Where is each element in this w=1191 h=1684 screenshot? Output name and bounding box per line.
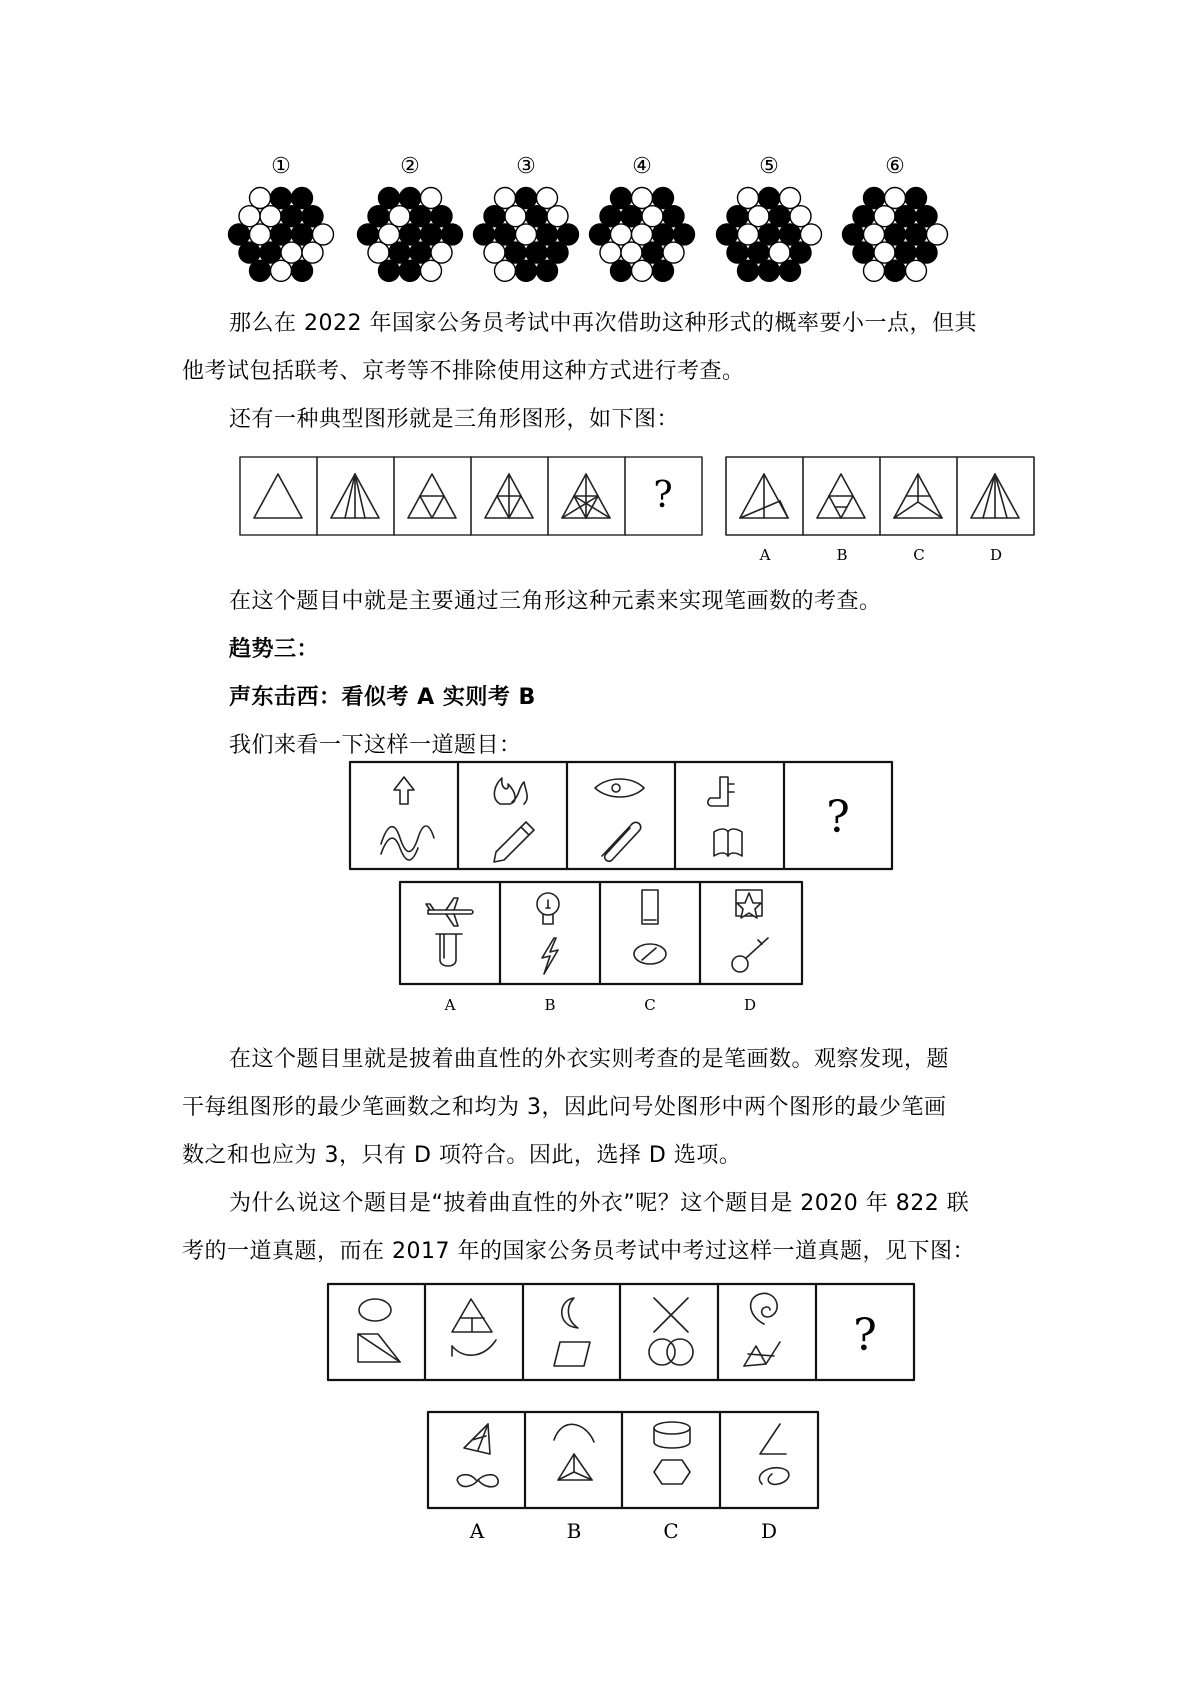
circle-pattern-5	[724, 184, 814, 284]
filled-circle	[717, 224, 738, 245]
heading-trend-three: 趋势三：	[229, 637, 320, 662]
icon-cell-4	[708, 777, 742, 856]
empty-circle	[864, 224, 885, 245]
empty-circle	[642, 206, 663, 227]
filled-circle	[271, 224, 292, 245]
figure1-label-5: ⑤	[759, 154, 779, 179]
filled-circle	[895, 206, 916, 227]
shape-option-label-a: A	[469, 1519, 485, 1543]
filled-circle	[864, 188, 885, 209]
icon-option-label-c: C	[644, 996, 656, 1014]
triangle-cell-4	[485, 474, 533, 518]
empty-circle	[738, 188, 759, 209]
filled-circle	[611, 188, 632, 209]
filled-circle	[663, 206, 684, 227]
empty-circle	[874, 206, 895, 227]
filled-circle	[853, 206, 874, 227]
triangle-question-mark: ?	[653, 475, 673, 516]
filled-circle	[400, 224, 421, 245]
shape-cell-4	[649, 1298, 693, 1365]
filled-circle	[611, 260, 632, 281]
filled-circle	[239, 242, 260, 263]
icon-cell-1	[381, 777, 434, 860]
circle-pattern-3	[481, 184, 571, 284]
empty-circle	[864, 260, 885, 281]
filled-circle	[271, 188, 292, 209]
paragraph-5	[182, 1036, 1022, 1276]
empty-circle	[250, 188, 271, 209]
icon-option-label-b: B	[544, 996, 556, 1014]
paragraph-5-line-1: 在这个题目里就是披着曲直性的外衣实则考查的是笔画数。观察发现，题	[229, 1047, 950, 1072]
icon-cell-2	[494, 778, 534, 862]
figure1-label-6: ⑥	[885, 154, 905, 179]
filled-circle	[843, 224, 864, 245]
empty-circle	[621, 242, 642, 263]
triangle-option-label-d: D	[989, 546, 1003, 564]
shape-option-label-c: C	[663, 1519, 679, 1543]
filled-circle	[516, 260, 537, 281]
empty-circle	[537, 188, 558, 209]
empty-circle	[271, 260, 292, 281]
filled-circle	[727, 242, 748, 263]
empty-circle	[927, 224, 948, 245]
triangle-cell-2	[331, 474, 379, 518]
filled-circle	[292, 260, 313, 281]
empty-circle	[313, 224, 334, 245]
filled-circle	[431, 206, 452, 227]
shape-cell-3	[554, 1298, 590, 1366]
shape-option-b-figure	[554, 1424, 594, 1480]
filled-circle	[389, 242, 410, 263]
empty-circle	[632, 260, 653, 281]
empty-circle	[302, 242, 323, 263]
paragraph-5-line-3: 数之和也应为 3，只有 D 项符合。因此，选择 D 选项。	[182, 1143, 742, 1168]
paragraph-3	[182, 578, 1022, 770]
filled-circle	[906, 224, 927, 245]
empty-circle	[505, 206, 526, 227]
empty-circle	[874, 242, 895, 263]
triangle-cell-5	[562, 474, 610, 518]
filled-circle	[600, 206, 621, 227]
paragraph-2-line-1: 还有一种典型图形就是三角形图形，如下图：	[229, 407, 680, 432]
paragraph-2	[182, 396, 1022, 444]
filled-circle	[400, 260, 421, 281]
empty-circle	[547, 206, 568, 227]
filled-circle	[400, 188, 421, 209]
paragraph-6-line-1: 为什么说这个题目是“披着曲直性的外衣”呢？这个题目是 2020 年 822 联	[229, 1191, 970, 1216]
paragraph-1	[182, 300, 1022, 396]
filled-circle	[790, 242, 811, 263]
icon-cell-3	[595, 779, 644, 861]
filled-circle	[727, 206, 748, 227]
filled-circle	[674, 224, 695, 245]
filled-circle	[474, 224, 495, 245]
empty-circle	[281, 242, 302, 263]
filled-circle	[653, 260, 674, 281]
paragraph-1-line-1: 那么在 2022 年国家公务员考试中再次借助这种形式的概率要小一点，但其	[229, 311, 977, 336]
shape-cell-1	[358, 1299, 400, 1362]
triangle-option-label-a: A	[759, 546, 771, 564]
filled-circle	[368, 206, 389, 227]
shape-option-c-figure	[654, 1422, 690, 1484]
empty-circle	[611, 224, 632, 245]
paragraph-5-line-2: 干每组图形的最少笔画数之和均为 3，因此问号处图形中两个图形的最少笔画	[182, 1095, 947, 1120]
empty-circle	[431, 242, 452, 263]
filled-circle	[537, 260, 558, 281]
shape-option-a-figure	[457, 1424, 498, 1487]
empty-circle	[421, 260, 442, 281]
filled-circle	[906, 188, 927, 209]
filled-circle	[621, 206, 642, 227]
filled-circle	[292, 188, 313, 209]
filled-circle	[410, 242, 431, 263]
figure-2017-question	[328, 1284, 928, 1549]
filled-circle	[642, 242, 663, 263]
filled-circle	[442, 224, 463, 245]
filled-circle	[379, 188, 400, 209]
filled-circle	[885, 224, 906, 245]
filled-circle	[526, 242, 547, 263]
filled-circle	[759, 188, 780, 209]
figure1-label-4: ④	[632, 154, 652, 179]
filled-circle	[853, 242, 874, 263]
circle-pattern-4	[597, 184, 687, 284]
filled-circle	[748, 242, 769, 263]
figure-icon-pairs	[350, 762, 900, 1032]
filled-circle	[895, 242, 916, 263]
circle-pattern-2	[365, 184, 455, 284]
shape-option-d-figure	[759, 1424, 788, 1484]
figure-triangle-sequence	[240, 457, 1040, 567]
empty-circle	[250, 224, 271, 245]
icon-option-d-figure	[732, 890, 768, 972]
filled-circle	[653, 188, 674, 209]
filled-circle	[505, 242, 526, 263]
icon-question-mark: ?	[826, 792, 850, 843]
empty-circle	[801, 224, 822, 245]
paragraph-6-line-2: 考的一道真题，而在 2017 年的国家公务员考试中考过这样一道真题，见下图：	[182, 1239, 975, 1264]
empty-circle	[600, 242, 621, 263]
empty-circle	[663, 242, 684, 263]
shape-cell-2	[452, 1299, 496, 1356]
empty-circle	[769, 242, 790, 263]
shape-cell-5	[744, 1293, 780, 1366]
triangle-option-a-figure	[740, 474, 788, 518]
filled-circle	[379, 260, 400, 281]
filled-circle	[250, 260, 271, 281]
empty-circle	[906, 260, 927, 281]
filled-circle	[769, 206, 790, 227]
triangle-option-d-figure	[971, 474, 1019, 518]
filled-circle	[229, 224, 250, 245]
empty-circle	[738, 224, 759, 245]
filled-circle	[537, 224, 558, 245]
filled-circle	[495, 224, 516, 245]
empty-circle	[421, 188, 442, 209]
filled-circle	[759, 224, 780, 245]
filled-circle	[590, 224, 611, 245]
shape-option-label-b: B	[566, 1519, 582, 1543]
filled-circle	[885, 260, 906, 281]
empty-circle	[495, 260, 516, 281]
filled-circle	[780, 224, 801, 245]
empty-circle	[632, 188, 653, 209]
empty-circle	[516, 224, 537, 245]
paragraph-4-line-1: 我们来看一下这样一道题目：	[229, 733, 522, 758]
paragraph-1-line-2: 他考试包括联考、京考等不排除使用这种方式进行考查。	[182, 359, 745, 384]
icon-option-b-figure	[537, 893, 559, 974]
empty-circle	[379, 224, 400, 245]
filled-circle	[526, 206, 547, 227]
triangle-option-label-c: C	[913, 546, 925, 564]
icon-option-label-d: D	[743, 996, 757, 1014]
icon-option-label-a: A	[444, 996, 456, 1014]
empty-circle	[368, 242, 389, 263]
filled-circle	[302, 206, 323, 227]
figure1-label-2: ②	[400, 154, 420, 179]
triangle-option-b-figure	[817, 474, 865, 518]
empty-circle	[389, 206, 410, 227]
filled-circle	[759, 260, 780, 281]
triangle-cell-1	[254, 474, 302, 518]
filled-circle	[516, 188, 537, 209]
empty-circle	[790, 206, 811, 227]
filled-circle	[292, 224, 313, 245]
empty-circle	[260, 206, 281, 227]
circle-pattern-1	[236, 184, 326, 284]
filled-circle	[653, 224, 674, 245]
filled-circle	[260, 242, 281, 263]
shape-question-mark: ?	[853, 1310, 877, 1361]
heading-subtitle: 声东击西：看似考 A 实则考 B	[229, 685, 536, 710]
figure1-label-3: ③	[516, 154, 536, 179]
empty-circle	[748, 206, 769, 227]
figure1-label-1: ①	[271, 154, 291, 179]
filled-circle	[410, 206, 431, 227]
filled-circle	[916, 206, 937, 227]
filled-circle	[916, 242, 937, 263]
filled-circle	[558, 224, 579, 245]
empty-circle	[885, 188, 906, 209]
shape-option-label-d: D	[760, 1519, 778, 1543]
icon-question-frame	[350, 762, 892, 869]
filled-circle	[281, 206, 302, 227]
filled-circle	[421, 224, 442, 245]
filled-circle	[738, 260, 759, 281]
empty-circle	[495, 188, 516, 209]
filled-circle	[780, 260, 801, 281]
filled-circle	[358, 224, 379, 245]
circle-pattern-6	[850, 184, 940, 284]
empty-circle	[484, 242, 505, 263]
triangle-cell-3	[408, 474, 456, 518]
empty-circle	[632, 224, 653, 245]
filled-circle	[484, 206, 505, 227]
icon-option-a-figure	[426, 898, 473, 966]
paragraph-3-line-1: 在这个题目中就是主要通过三角形这种元素来实现笔画数的考查。	[229, 589, 882, 614]
empty-circle	[780, 188, 801, 209]
filled-circle	[547, 242, 568, 263]
triangle-option-label-b: B	[836, 546, 848, 564]
icon-option-c-figure	[634, 890, 666, 964]
empty-circle	[239, 206, 260, 227]
triangle-option-c-figure	[894, 474, 942, 518]
